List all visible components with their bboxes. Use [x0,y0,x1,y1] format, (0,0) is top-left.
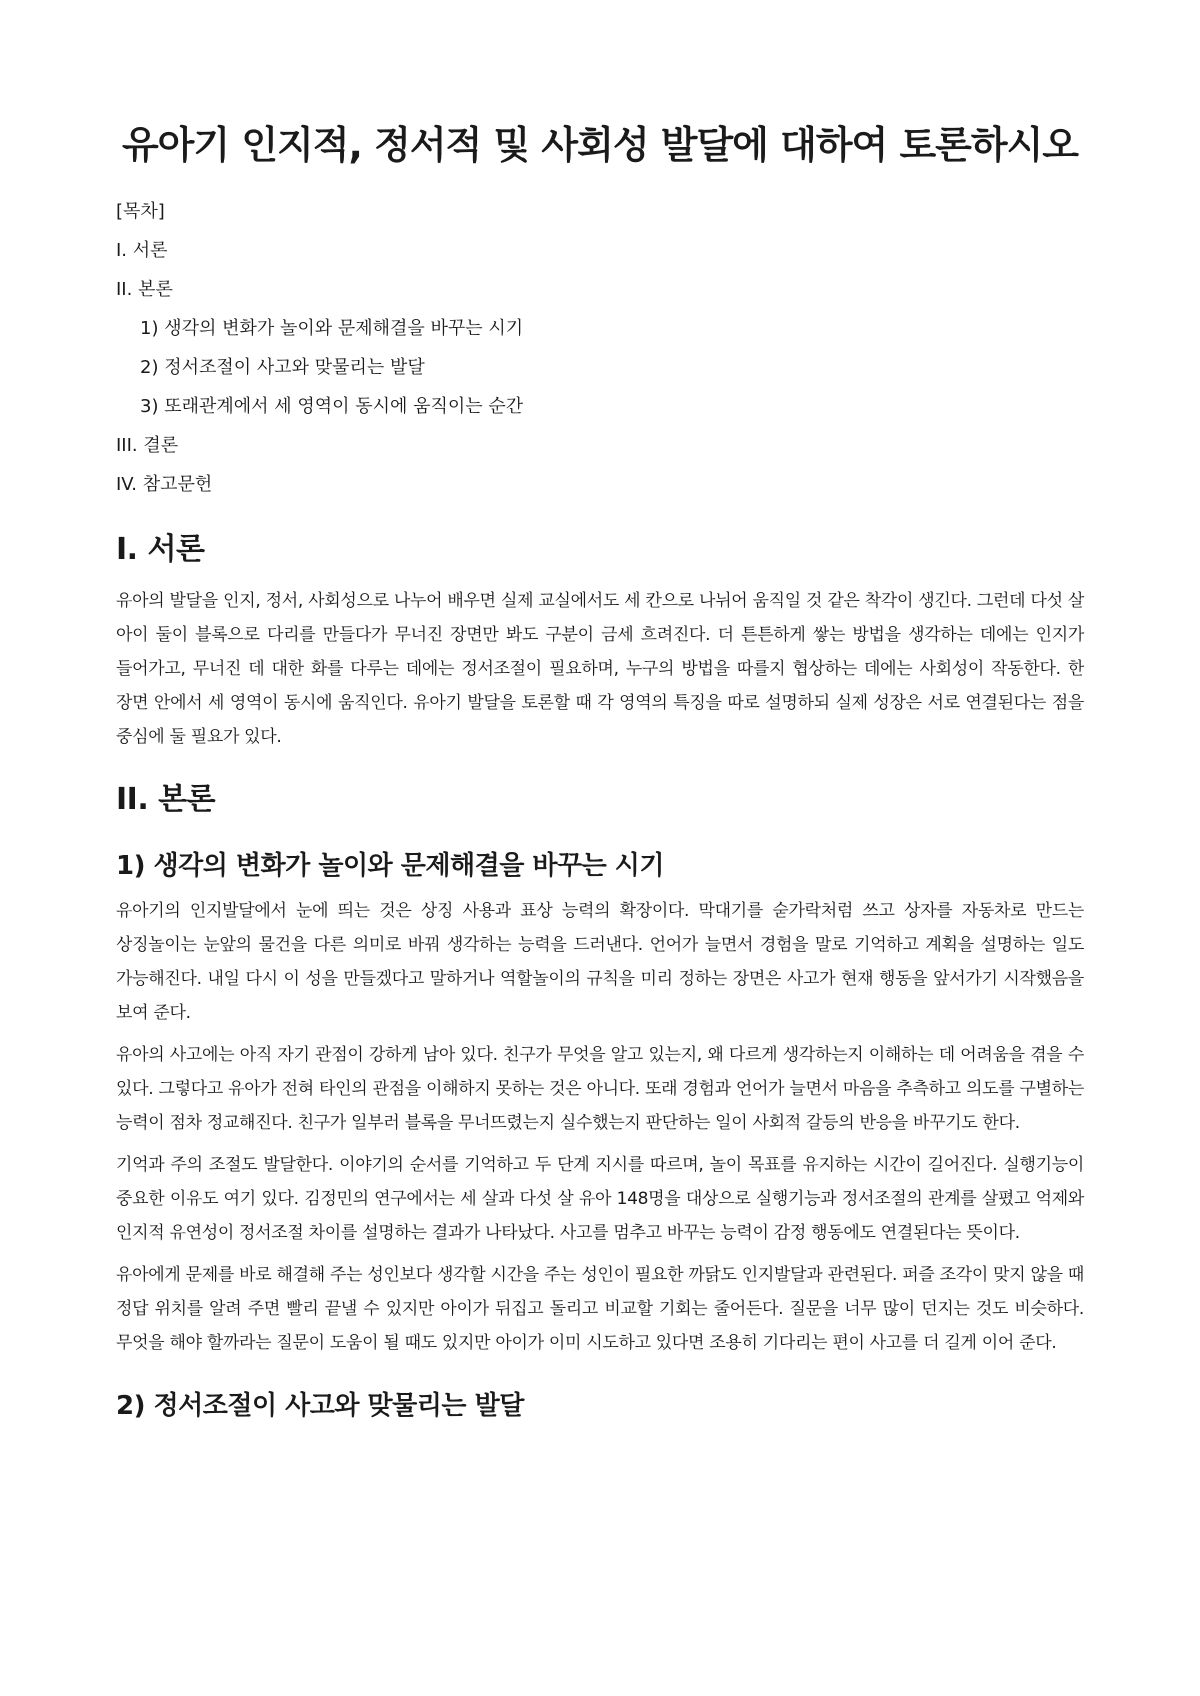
toc-item-main-body: II. 본론 [116,279,173,300]
cognition-paragraph-2: 유아의 사고에는 아직 자기 관점이 강하게 남아 있다. 친구가 무엇을 알고 있는지, 왜 다르게 생각하는지 이해하는 데 어려움을 겪을 수 있다. 그렇다고 유아가 전혀 타인의 관점을 이해하지 못하는 것은 아니다. 또래 경험과 언어가 늘면서 마음을 추측하고 의도를 구별하는 능력이 점차 정교해진다. 친구가 일부러 블록을 무너뜨렸는지 실수했는지 판단하는 일이 사회적 갈등의 반응을 바꾸기도 한다. [116,1045,1084,1133]
subsection-heading-emotion-regulation: 2) 정서조절이 사고와 맞물리는 발달 [116,1391,524,1421]
toc-item-references: IV. 참고문헌 [116,474,213,495]
document-title: 유아기 인지적, 정서적 및 사회성 발달에 대하여 토론하시오 [121,123,1079,167]
section-heading-main-body: II. 본론 [116,782,216,817]
cognition-paragraph-3: 기억과 주의 조절도 발달한다. 이야기의 순서를 기억하고 두 단계 지시를 따르며, 놀이 목표를 유지하는 시간이 길어진다. 실행기능이 중요한 이유도 여기 있다. 김정민의 연구에서는 세 살과 다섯 살 유아 148명을 대상으로 실행기능과 정서조절의 관계를 살폈고 억제와 인지적 유연성이 정서조절 차이를 설명하는 결과가 나타났다. 사고를 멈추고 바꾸는 능력이 감정 행동에도 연결된다는 뜻이다. [116,1155,1084,1243]
toc-item-sub-1: 1) 생각의 변화가 놀이와 문제해결을 바꾸는 시기 [140,318,524,339]
cognition-paragraph-4: 유아에게 문제를 바로 해결해 주는 성인보다 생각할 시간을 주는 성인이 필요한 까닭도 인지발달과 관련된다. 퍼즐 조각이 맞지 않을 때 정답 위치를 알려 주면 빨리 끝낼 수 있지만 아이가 뒤집고 돌리고 비교할 기회는 줄어든다. 질문을 너무 많이 던지는 것도 비슷하다. 무엇을 해야 할까라는 질문이 도움이 될 때도 있지만 아이가 이미 시도하고 있다면 조용히 기다리는 편이 사고를 더 길게 이어 준다. [116,1265,1084,1353]
intro-paragraph: 유아의 발달을 인지, 정서, 사회성으로 나누어 배우면 실제 교실에서도 세 칸으로 나뉘어 움직일 것 같은 착각이 생긴다. 그런데 다섯 살 아이 둘이 블록으로 다리를 만들다가 무너진 장면만 봐도 구분이 금세 흐려진다. 더 튼튼하게 쌓는 방법을 생각하는 데에는 인지가 들어가고, 무너진 데 대한 화를 다루는 데에는 정서조절이 필요하며, 누구의 방법을 따를지 협상하는 데에는 사회성이 작동한다. 한 장면 안에서 세 영역이 동시에 움직인다. 유아기 발달을 토론할 때 각 영역의 특징을 따로 설명하되 실제 성장은 서로 연결된다는 점을 중심에 둘 필요가 있다. [116,591,1084,747]
cognition-paragraph-1: 유아기의 인지발달에서 눈에 띄는 것은 상징 사용과 표상 능력의 확장이다. 막대기를 숟가락처럼 쓰고 상자를 자동차로 만드는 상징놀이는 눈앞의 물건을 다른 의미로 바꿔 생각하는 능력을 드러낸다. 언어가 늘면서 경험을 말로 기억하고 계획을 설명하는 일도 가능해진다. 내일 다시 이 성을 만들겠다고 말하거나 역할놀이의 규칙을 미리 정하는 장면은 사고가 현재 행동을 앞서가기 시작했음을 보여 준다. [116,901,1084,1023]
toc-label: [목차] [116,201,165,222]
toc-item-conclusion: III. 결론 [116,435,179,456]
table-of-contents [116,192,1084,504]
toc-item-introduction: I. 서론 [116,240,168,261]
section-heading-introduction: I. 서론 [116,532,205,567]
toc-item-sub-2: 2) 정서조절이 사고와 맞물리는 발달 [140,357,425,378]
toc-item-sub-3: 3) 또래관계에서 세 영역이 동시에 움직이는 순간 [140,396,524,417]
subsection-heading-cognition: 1) 생각의 변화가 놀이와 문제해결을 바꾸는 시기 [116,851,664,881]
